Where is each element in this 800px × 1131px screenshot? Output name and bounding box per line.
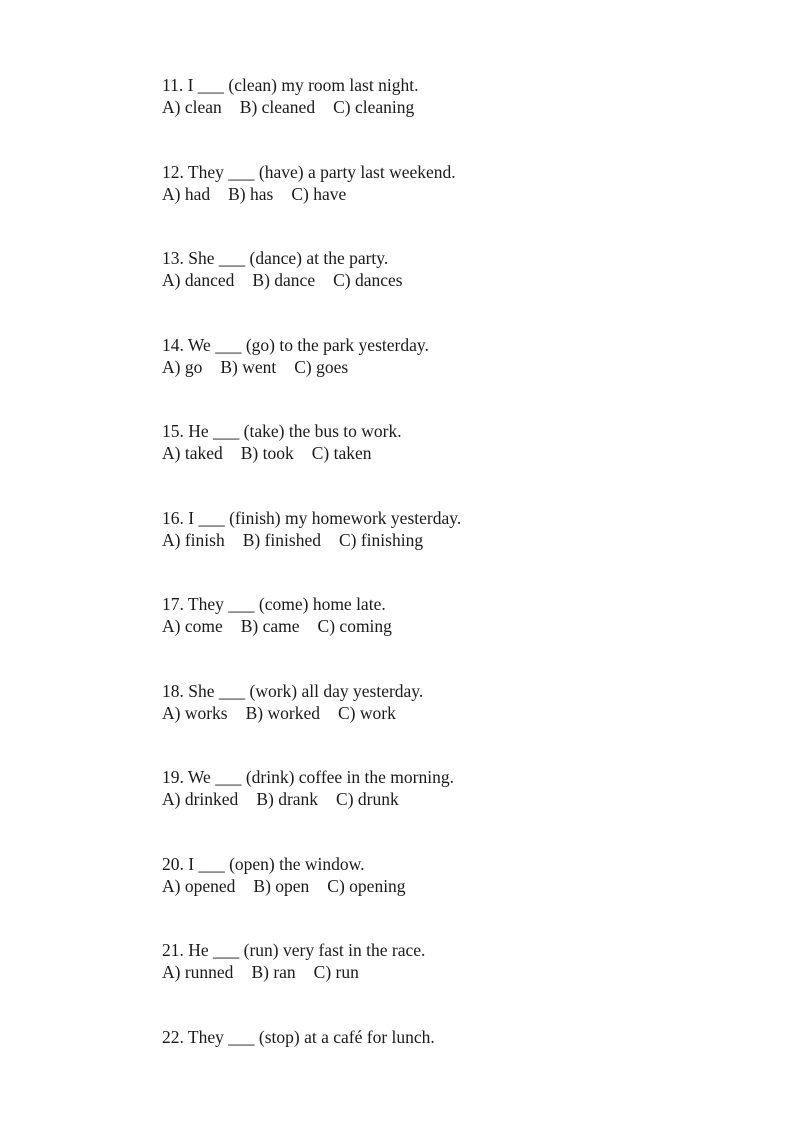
answer-option: A) danced <box>162 270 235 290</box>
question-text: 20. I ___ (open) the window. <box>162 853 365 874</box>
answer-option: B) has <box>228 183 274 204</box>
answer-option: B) cleaned <box>239 97 316 117</box>
answer-option: B) came <box>240 616 300 636</box>
answer-option: C) taken <box>311 443 372 463</box>
answer-option: C) run <box>313 962 359 982</box>
answer-option: C) finishing <box>338 529 424 550</box>
answer-options <box>162 356 722 378</box>
question-item <box>162 420 722 507</box>
answer-options <box>162 96 722 118</box>
answer-option: A) runned <box>162 962 234 982</box>
answer-option: B) drank <box>256 789 319 809</box>
question-text: 15. He ___ (take) the bus to work. <box>162 421 402 441</box>
question-item <box>162 766 722 853</box>
question-item <box>162 161 722 248</box>
question-item <box>162 593 722 680</box>
question-item <box>162 680 722 767</box>
answer-options <box>162 615 722 637</box>
question-item <box>162 853 722 940</box>
answer-option: B) worked <box>245 702 320 723</box>
answer-options <box>162 269 722 291</box>
answer-options <box>162 183 722 205</box>
answer-option: A) drinked <box>162 789 239 809</box>
question-item <box>162 334 722 421</box>
answer-option: B) went <box>220 356 277 377</box>
answer-option: A) opened <box>162 875 236 896</box>
question-item <box>162 939 722 1026</box>
answer-options <box>162 961 722 983</box>
answer-option: C) coming <box>317 616 392 636</box>
question-text: 18. She ___ (work) all day yesterday. <box>162 680 424 701</box>
answer-option: A) clean <box>162 97 222 117</box>
question-text: 21. He ___ (run) very fast in the race. <box>162 940 426 960</box>
answer-options <box>162 875 722 897</box>
answer-option: C) drunk <box>336 789 399 809</box>
answer-option: B) took <box>240 443 294 463</box>
answer-option: A) go <box>162 356 203 377</box>
answer-option: A) come <box>162 616 223 636</box>
question-text: 12. They ___ (have) a party last weekend. <box>162 161 456 182</box>
question-item <box>162 247 722 334</box>
answer-options <box>162 442 722 464</box>
answer-option: B) open <box>253 875 310 896</box>
question-text: 22. They ___ (stop) at a café for lunch. <box>162 1026 435 1047</box>
answer-option: C) opening <box>327 875 406 896</box>
question-list <box>162 74 722 1112</box>
answer-option: A) works <box>162 702 228 723</box>
answer-option: B) ran <box>251 962 296 982</box>
answer-option: C) cleaning <box>333 97 415 117</box>
answer-option: B) dance <box>252 270 316 290</box>
answer-options <box>162 788 722 810</box>
answer-option: C) dances <box>333 270 403 290</box>
question-text: 16. I ___ (finish) my homework yesterday. <box>162 507 462 528</box>
answer-option: C) have <box>291 183 347 204</box>
answer-option: A) finish <box>162 529 225 550</box>
question-text: 17. They ___ (come) home late. <box>162 594 386 614</box>
answer-options <box>162 702 722 724</box>
question-text: 19. We ___ (drink) coffee in the morning. <box>162 767 454 787</box>
question-item <box>162 507 722 594</box>
question-text: 13. She ___ (dance) at the party. <box>162 248 389 268</box>
question-text: 14. We ___ (go) to the park yesterday. <box>162 334 429 355</box>
answer-option: A) taked <box>162 443 223 463</box>
answer-option: C) goes <box>294 356 349 377</box>
question-text: 11. I ___ (clean) my room last night. <box>162 75 419 95</box>
answer-option: C) work <box>337 702 396 723</box>
answer-option: B) finished <box>242 529 321 550</box>
answer-option: A) had <box>162 183 211 204</box>
question-item <box>162 74 722 161</box>
answer-options <box>162 529 722 551</box>
question-item <box>162 1026 722 1113</box>
